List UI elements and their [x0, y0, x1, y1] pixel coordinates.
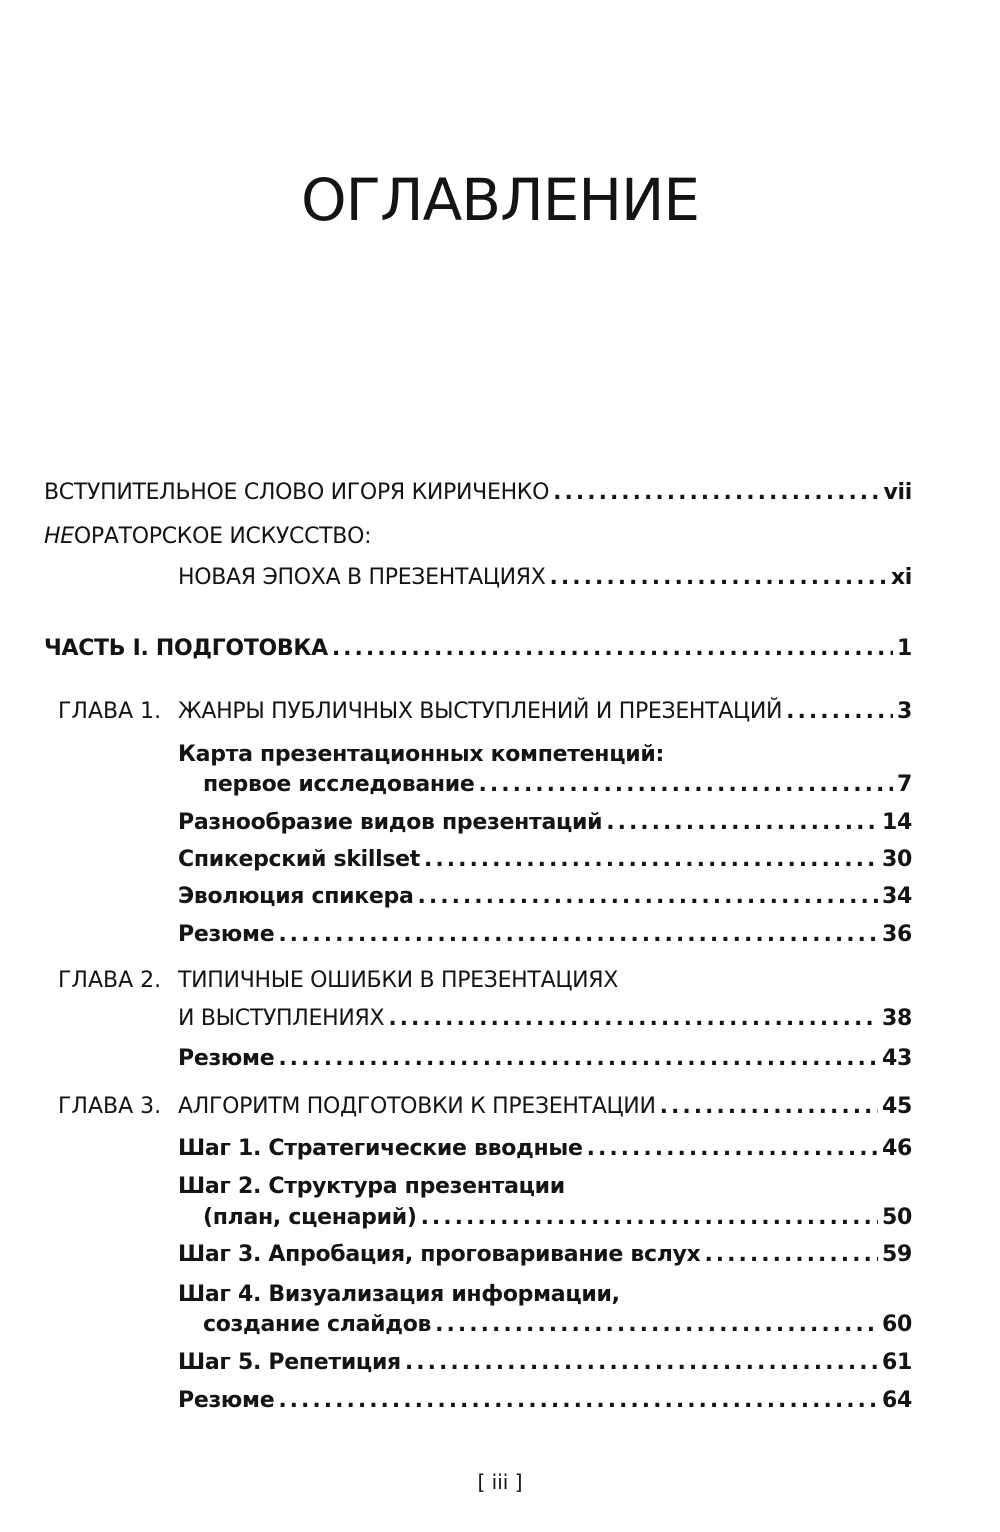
page-number: 3	[896, 699, 912, 724]
dot-leader	[786, 697, 893, 727]
entry-title: ВСТУПИТЕЛЬНОЕ СЛОВО ИГОРЯ КИРИЧЕНКО	[44, 480, 550, 505]
section-title: Резюме	[178, 922, 275, 947]
page-title: ОГЛАВЛЕНИЕ	[300, 166, 699, 234]
page-number: xi	[890, 565, 912, 590]
toc-entry-section[interactable]	[178, 1348, 912, 1378]
page-number: 1	[896, 636, 912, 661]
chapter-title: ЖАНРЫ ПУБЛИЧНЫХ ВЫСТУПЛЕНИЙ И ПРЕЗЕНТАЦИЙ	[178, 699, 783, 724]
dot-leader	[704, 1240, 878, 1270]
toc-entry-chapter-3[interactable]	[178, 1092, 912, 1122]
section-title-line1: Шаг 2. Структура презентации	[178, 1174, 565, 1199]
toc-entry-neoratory-line1	[44, 522, 371, 552]
toc-entry-chapter-2[interactable]	[178, 1004, 912, 1034]
dot-leader	[418, 882, 878, 912]
page-number: 59	[881, 1242, 912, 1267]
entry-title: НОВАЯ ЭПОХА В ПРЕЗЕНТАЦИЯХ	[178, 565, 546, 590]
page-number: 43	[881, 1046, 912, 1071]
page-number: 36	[881, 922, 912, 947]
page-number: 14	[881, 810, 912, 835]
section-title: Спикерский skillset	[178, 847, 421, 872]
section-title: Эволюция спикера	[178, 884, 414, 909]
chapter-number: ГЛАВА 2.	[58, 968, 162, 993]
dot-leader	[479, 770, 893, 800]
dot-leader	[421, 1203, 878, 1233]
toc-entry-section[interactable]	[178, 1044, 912, 1074]
page-number: 7	[896, 772, 912, 797]
chapter-number: ГЛАВА 3.	[58, 1094, 162, 1119]
section-title: Шаг 5. Репетиция	[178, 1350, 401, 1375]
toc-entry-neoratory[interactable]	[178, 563, 912, 593]
part-title: ЧАСТЬ I. ПОДГОТОВКА	[44, 636, 328, 661]
section-title-line1: Шаг 4. Визуализация информации,	[178, 1282, 620, 1307]
section-title: первое исследование	[203, 772, 475, 797]
page-number: 61	[881, 1350, 912, 1375]
section-title: Шаг 1. Стратегические вводные	[178, 1136, 583, 1161]
dot-leader	[606, 808, 878, 838]
page-number: 38	[881, 1006, 912, 1031]
chapter-title: И ВЫСТУПЛЕНИЯХ	[178, 1006, 385, 1031]
toc-entry-section[interactable]	[178, 1134, 912, 1164]
section-title: Резюме	[178, 1046, 275, 1071]
toc-entry-chapter-1[interactable]	[178, 697, 912, 727]
section-title: Резюме	[178, 1388, 275, 1413]
page-number: 64	[881, 1388, 912, 1413]
section-title: Разнообразие видов презентаций	[178, 810, 603, 835]
toc-entry-section[interactable]	[203, 770, 912, 800]
entry-title-rest: ОРАТОРСКОЕ ИСКУССТВО:	[73, 524, 372, 549]
toc-entry-foreword[interactable]	[44, 478, 912, 508]
chapter-title: АЛГОРИТМ ПОДГОТОВКИ К ПРЕЗЕНТАЦИИ	[178, 1094, 656, 1119]
page-footer-number: [ iii ]	[477, 1470, 523, 1494]
toc-entry-part-1[interactable]	[44, 634, 912, 664]
dot-leader	[587, 1134, 878, 1164]
toc-entry-section[interactable]	[178, 882, 912, 912]
dot-leader	[424, 845, 878, 875]
dot-leader	[278, 920, 878, 950]
chapter-number: ГЛАВА 1.	[58, 699, 162, 724]
dot-leader	[405, 1348, 878, 1378]
toc-entry-section[interactable]	[178, 1386, 912, 1416]
section-title: создание слайдов	[203, 1312, 432, 1337]
page-number: 60	[881, 1312, 912, 1337]
dot-leader	[332, 634, 893, 664]
section-title: Шаг 3. Апробация, проговаривание вслух	[178, 1242, 701, 1267]
dot-leader	[388, 1004, 878, 1034]
dot-leader	[553, 478, 879, 508]
page-number: 50	[881, 1205, 912, 1230]
page-number: 45	[881, 1094, 912, 1119]
page-number: 34	[881, 884, 912, 909]
toc-entry-section[interactable]	[203, 1203, 912, 1233]
toc-entry-section[interactable]	[178, 808, 912, 838]
toc-entry-section[interactable]	[178, 845, 912, 875]
chapter-title-line1: ТИПИЧНЫЕ ОШИБКИ В ПРЕЗЕНТАЦИЯХ	[178, 968, 619, 993]
page-number: 30	[881, 847, 912, 872]
toc-entry-section[interactable]	[203, 1310, 912, 1340]
section-title-line1: Карта презентационных компетенций:	[178, 742, 664, 767]
section-title: (план, сценарий)	[203, 1205, 417, 1230]
entry-title-italic: НЕ	[44, 524, 74, 549]
dot-leader	[278, 1044, 878, 1074]
dot-leader	[550, 563, 887, 593]
dot-leader	[660, 1092, 878, 1122]
page-number: vii	[883, 480, 912, 505]
page-number: 46	[881, 1136, 912, 1161]
toc-entry-section[interactable]	[178, 1240, 912, 1270]
toc-entry-section[interactable]	[178, 920, 912, 950]
dot-leader	[278, 1386, 878, 1416]
dot-leader	[435, 1310, 878, 1340]
